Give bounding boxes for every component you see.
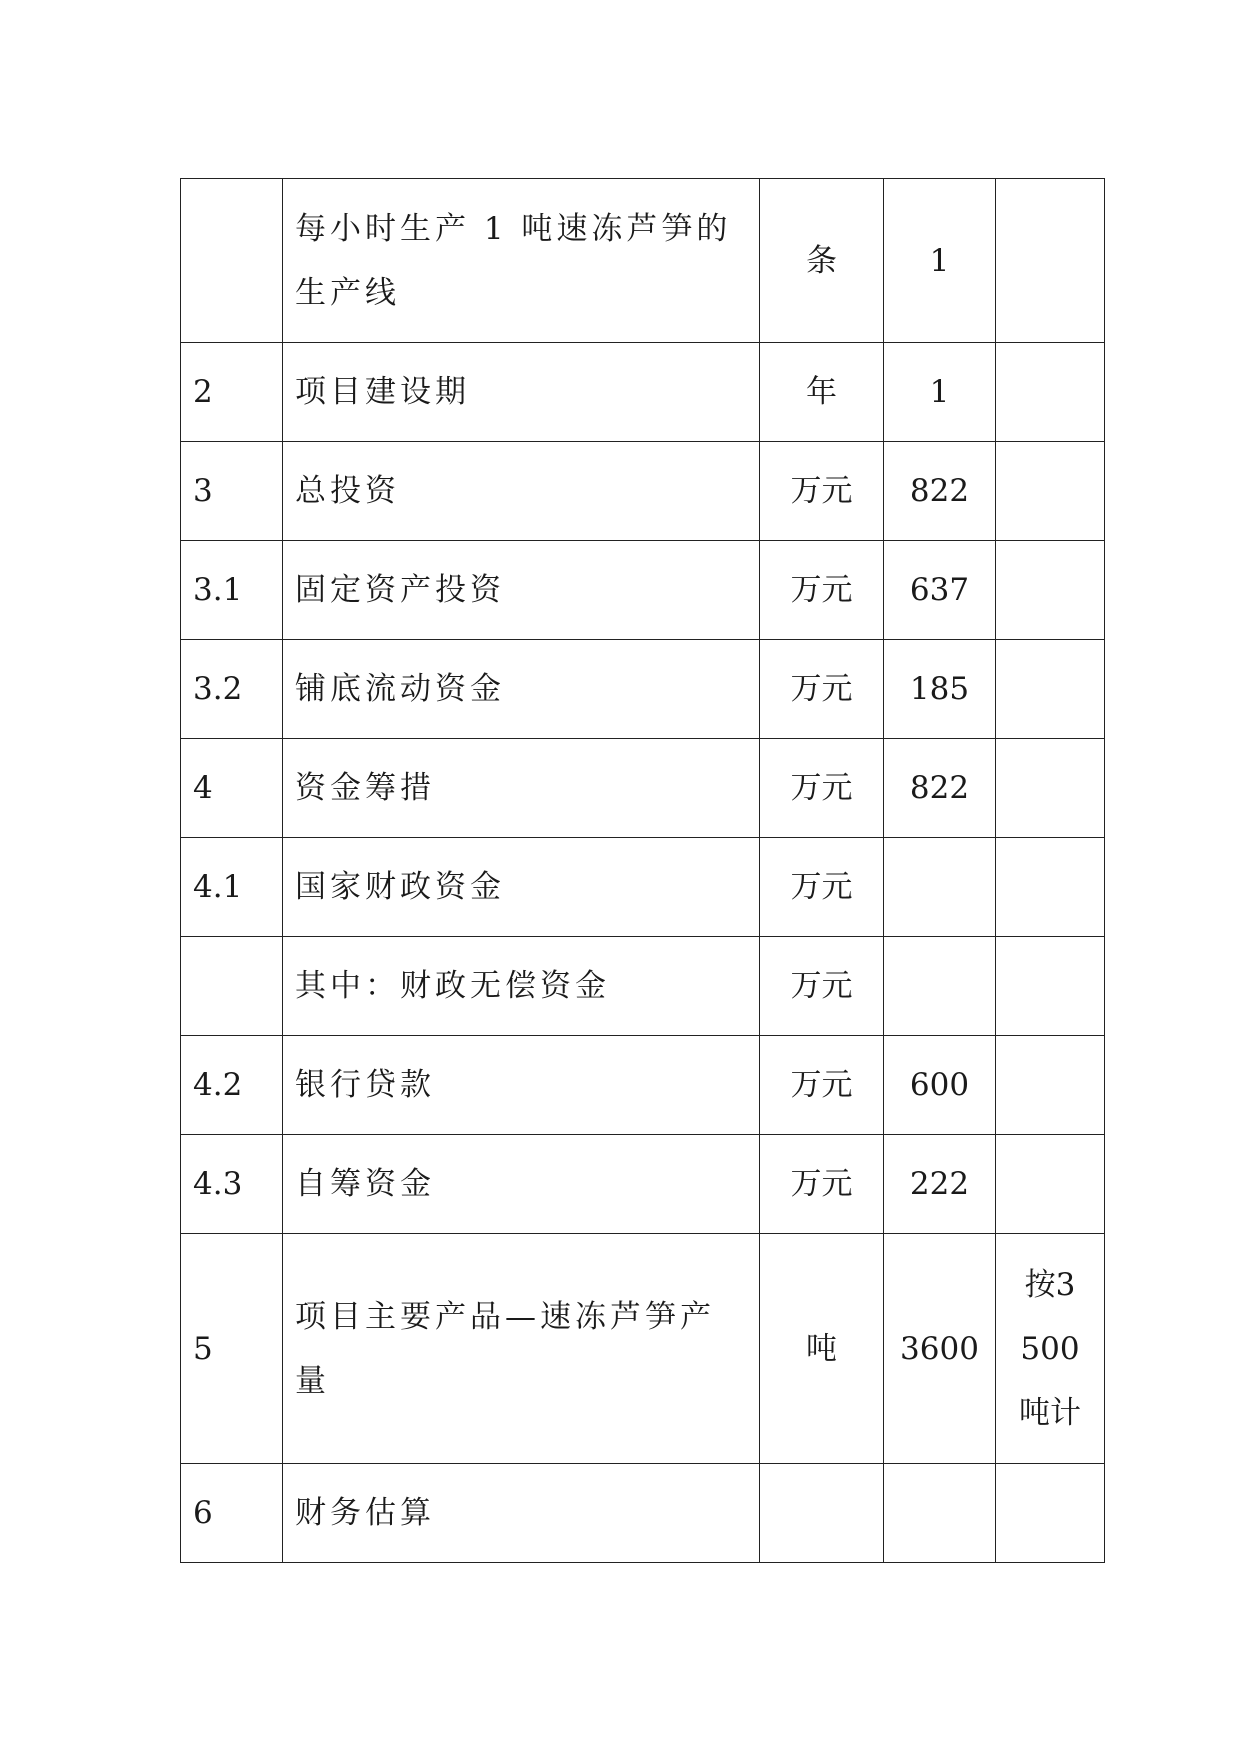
table-row — [181, 541, 1105, 640]
item-name-text: 银行贷款 — [295, 1067, 435, 1103]
value-cell — [884, 739, 996, 838]
row-index-cell — [181, 1234, 283, 1464]
value-text: 185 — [909, 671, 970, 707]
item-name-cell — [283, 541, 760, 640]
row-index-cell — [181, 838, 283, 937]
value-cell — [884, 1036, 996, 1135]
unit-cell — [760, 838, 884, 937]
unit-text: 吨 — [806, 1330, 837, 1367]
item-name-cell — [283, 1464, 760, 1563]
table-row — [181, 1234, 1105, 1464]
unit-text: 年 — [806, 374, 837, 410]
item-name-text: 自筹资金 — [295, 1166, 435, 1202]
table-body — [181, 179, 1105, 1563]
item-name-text: 财务估算 — [295, 1495, 435, 1531]
unit-cell — [760, 541, 884, 640]
row-index-cell — [181, 1464, 283, 1563]
value-text: 637 — [909, 572, 970, 608]
row-index-cell — [181, 640, 283, 739]
table-row — [181, 640, 1105, 739]
table-row — [181, 937, 1105, 1036]
item-name-text: 固定资产投资 — [295, 572, 505, 608]
item-name-text: 每小时生产 1 吨速冻芦笋的生产线 — [295, 210, 732, 311]
row-index-text: 5 — [193, 1330, 213, 1367]
item-name-text: 项目建设期 — [295, 374, 470, 410]
table-row — [181, 739, 1105, 838]
value-cell — [884, 1234, 996, 1464]
table-row — [181, 1036, 1105, 1135]
unit-cell — [760, 739, 884, 838]
note-cell — [996, 1135, 1105, 1234]
row-index-cell — [181, 1036, 283, 1135]
value-cell — [884, 640, 996, 739]
value-text: 1 — [929, 242, 950, 279]
value-cell — [884, 541, 996, 640]
item-name-text: 铺底流动资金 — [295, 671, 505, 707]
value-cell — [884, 343, 996, 442]
unit-cell — [760, 937, 884, 1036]
item-name-cell — [283, 739, 760, 838]
row-index-cell — [181, 179, 283, 343]
item-name-cell — [283, 838, 760, 937]
unit-cell — [760, 179, 884, 343]
unit-text: 万元 — [790, 473, 853, 509]
table-row — [181, 442, 1105, 541]
unit-cell — [760, 640, 884, 739]
value-cell — [884, 442, 996, 541]
table-row — [181, 343, 1105, 442]
note-text: 按3500吨计 — [1019, 1266, 1081, 1431]
row-index-cell — [181, 1135, 283, 1234]
table-row — [181, 1135, 1105, 1234]
unit-text: 万元 — [790, 671, 853, 707]
note-cell — [996, 541, 1105, 640]
unit-text: 万元 — [790, 968, 853, 1004]
row-index-cell — [181, 739, 283, 838]
unit-cell — [760, 1036, 884, 1135]
item-name-text: 资金筹措 — [295, 770, 435, 806]
item-name-cell — [283, 343, 760, 442]
note-cell — [996, 739, 1105, 838]
value-cell — [884, 179, 996, 343]
value-text: 222 — [909, 1166, 970, 1202]
row-index-text: 6 — [193, 1495, 213, 1531]
table-row — [181, 179, 1105, 343]
note-cell — [996, 838, 1105, 937]
note-cell — [996, 1234, 1105, 1464]
value-cell — [884, 937, 996, 1036]
unit-cell — [760, 1464, 884, 1563]
row-index-cell — [181, 343, 283, 442]
unit-text: 条 — [806, 242, 837, 279]
row-index-text: 3.2 — [193, 671, 243, 707]
row-index-text: 4.3 — [193, 1166, 243, 1202]
project-summary-table — [180, 178, 1105, 1563]
note-cell — [996, 640, 1105, 739]
unit-cell — [760, 442, 884, 541]
item-name-text: 其中：财政无偿资金 — [295, 968, 610, 1004]
row-index-text: 4 — [193, 770, 213, 806]
row-index-text: 3.1 — [193, 572, 243, 608]
item-name-cell — [283, 1234, 760, 1464]
unit-cell — [760, 343, 884, 442]
unit-text: 万元 — [790, 1067, 853, 1103]
row-index-cell — [181, 541, 283, 640]
item-name-text: 国家财政资金 — [295, 869, 505, 905]
unit-text: 万元 — [790, 869, 853, 905]
row-index-text: 2 — [193, 374, 213, 410]
note-cell — [996, 1036, 1105, 1135]
item-name-cell — [283, 1135, 760, 1234]
unit-text: 万元 — [790, 770, 853, 806]
value-cell — [884, 1135, 996, 1234]
unit-text: 万元 — [790, 1166, 853, 1202]
item-name-text: 总投资 — [295, 473, 400, 509]
unit-cell — [760, 1234, 884, 1464]
item-name-text: 项目主要产品—速冻芦笋产量 — [295, 1298, 715, 1399]
item-name-cell — [283, 640, 760, 739]
item-name-cell — [283, 442, 760, 541]
row-index-text: 4.2 — [193, 1067, 243, 1103]
note-cell — [996, 179, 1105, 343]
value-cell — [884, 838, 996, 937]
value-text: 822 — [909, 770, 970, 806]
item-name-cell — [283, 1036, 760, 1135]
value-cell — [884, 1464, 996, 1563]
value-text: 822 — [909, 473, 970, 509]
row-index-text: 4.1 — [193, 869, 243, 905]
value-text: 1 — [929, 374, 950, 410]
value-text: 3600 — [900, 1330, 979, 1367]
note-cell — [996, 343, 1105, 442]
row-index-text: 3 — [193, 473, 213, 509]
item-name-cell — [283, 179, 760, 343]
item-name-cell — [283, 937, 760, 1036]
table-row — [181, 1464, 1105, 1563]
note-cell — [996, 442, 1105, 541]
unit-cell — [760, 1135, 884, 1234]
note-cell — [996, 937, 1105, 1036]
table-row — [181, 838, 1105, 937]
note-cell — [996, 1464, 1105, 1563]
row-index-cell — [181, 937, 283, 1036]
row-index-cell — [181, 442, 283, 541]
unit-text: 万元 — [790, 572, 853, 608]
value-text: 600 — [909, 1067, 970, 1103]
